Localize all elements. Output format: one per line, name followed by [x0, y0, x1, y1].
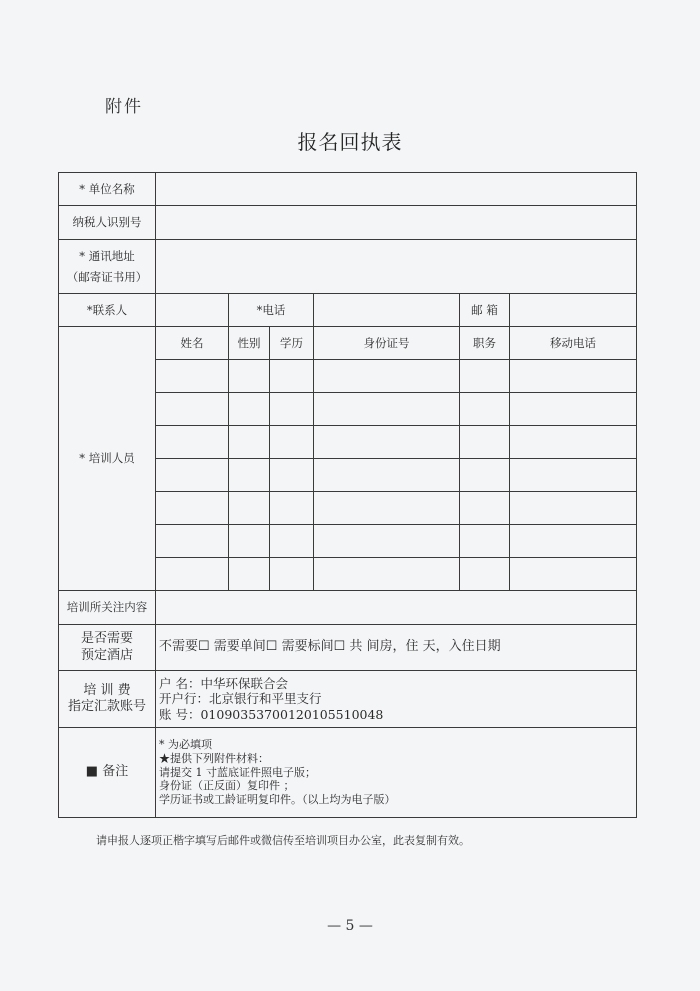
note-line: * 为必填项 — [159, 738, 212, 752]
table-cell[interactable] — [510, 393, 637, 426]
table-cell[interactable] — [229, 525, 270, 558]
table-cell[interactable] — [510, 492, 637, 525]
table-cell[interactable] — [270, 426, 314, 459]
table-cell[interactable] — [156, 393, 229, 426]
col-header-mobile: 移动电话 — [510, 327, 637, 360]
table-cell[interactable] — [314, 360, 460, 393]
col-header-gender: 性别 — [229, 327, 270, 360]
account-bank: 开户行：北京银行和平里支行 — [159, 691, 322, 707]
email-field[interactable] — [510, 294, 637, 327]
table-cell[interactable] — [460, 492, 510, 525]
page-number: — 5 — — [327, 918, 373, 934]
table-cell[interactable] — [156, 558, 229, 591]
col-header-name: 姓名 — [156, 327, 229, 360]
focus-content-label: 培训所关注内容 — [59, 591, 156, 625]
note-line: 学历证书或工龄证明复印件。（以上均为电子版） — [159, 793, 396, 807]
tax-id-field[interactable] — [156, 206, 637, 240]
table-cell[interactable] — [156, 492, 229, 525]
hotel-options[interactable]: 不需要☐ 需要单间☐ 需要标间☐ 共 间房，住 天，入住日期 — [156, 625, 637, 671]
account-name: 户 名：中华环保联合会 — [159, 675, 288, 691]
fee-label-line2: 指定汇款账号 — [67, 699, 146, 714]
table-cell[interactable] — [156, 426, 229, 459]
table-cell[interactable] — [270, 393, 314, 426]
table-cell[interactable] — [510, 558, 637, 591]
address-label-line1: * 通讯地址 — [79, 249, 135, 264]
unit-name-field[interactable] — [156, 173, 637, 206]
address-label — [59, 240, 156, 294]
email-label: 邮 箱 — [460, 294, 510, 327]
table-cell[interactable] — [460, 393, 510, 426]
account-number: 账 号：01090353700120105510048 — [159, 706, 384, 722]
table-cell[interactable] — [229, 558, 270, 591]
fee-label-line1: 培 训 费 — [83, 682, 131, 698]
note-line: 请提交 1 寸蓝底证件照电子版； — [159, 765, 316, 779]
table-cell[interactable] — [314, 525, 460, 558]
col-header-position: 职务 — [460, 327, 510, 360]
trainees-label: * 培训人员 — [59, 327, 156, 591]
hotel-label-line1: 是否需要 — [80, 631, 133, 647]
registration-form-table — [58, 172, 637, 818]
contact-field[interactable] — [156, 294, 229, 327]
table-cell[interactable] — [460, 360, 510, 393]
table-cell[interactable] — [314, 426, 460, 459]
table-cell[interactable] — [229, 459, 270, 492]
hotel-label-line2: 预定酒店 — [80, 647, 133, 663]
col-header-id-number: 身份证号 — [314, 327, 460, 360]
table-cell[interactable] — [270, 360, 314, 393]
phone-field[interactable] — [314, 294, 460, 327]
page-title: 报名回执表 — [297, 130, 403, 154]
table-cell[interactable] — [314, 393, 460, 426]
attachment-label: 附件 — [105, 97, 143, 117]
remarks-label: ■ 备注 — [59, 728, 156, 818]
table-cell[interactable] — [460, 558, 510, 591]
fee-label — [59, 671, 156, 728]
note-line: 身份证（正反面）复印件 ； — [159, 779, 295, 793]
table-cell[interactable] — [460, 525, 510, 558]
note-line: ★提供下列附件材料： — [159, 751, 269, 765]
table-cell[interactable] — [270, 525, 314, 558]
table-cell[interactable] — [229, 492, 270, 525]
table-cell[interactable] — [510, 426, 637, 459]
col-header-education: 学历 — [270, 327, 314, 360]
table-cell[interactable] — [156, 360, 229, 393]
table-cell[interactable] — [510, 360, 637, 393]
table-cell[interactable] — [314, 558, 460, 591]
address-field[interactable] — [156, 240, 637, 294]
account-info — [156, 671, 637, 728]
footer-note: 请申报人逐项正楷字填写后邮件或微信传至培训项目办公室，此表复制有效。 — [96, 834, 470, 847]
table-cell[interactable] — [229, 360, 270, 393]
table-cell[interactable] — [510, 459, 637, 492]
table-cell[interactable] — [460, 459, 510, 492]
table-cell[interactable] — [156, 459, 229, 492]
focus-content-field[interactable] — [156, 591, 637, 625]
tax-id-label: 纳税人识别号 — [59, 206, 156, 240]
phone-label: *电话 — [229, 294, 314, 327]
remarks-notes — [156, 728, 637, 818]
table-cell[interactable] — [229, 426, 270, 459]
table-cell[interactable] — [314, 492, 460, 525]
table-cell[interactable] — [156, 525, 229, 558]
unit-name-label: * 单位名称 — [59, 173, 156, 206]
table-cell[interactable] — [270, 558, 314, 591]
table-cell[interactable] — [270, 492, 314, 525]
table-cell[interactable] — [229, 393, 270, 426]
table-cell[interactable] — [314, 459, 460, 492]
contact-label: *联系人 — [59, 294, 156, 327]
table-cell[interactable] — [460, 426, 510, 459]
hotel-label — [59, 625, 156, 671]
table-cell[interactable] — [510, 525, 637, 558]
table-cell[interactable] — [270, 459, 314, 492]
address-label-line2: （邮寄证书用） — [66, 269, 148, 284]
